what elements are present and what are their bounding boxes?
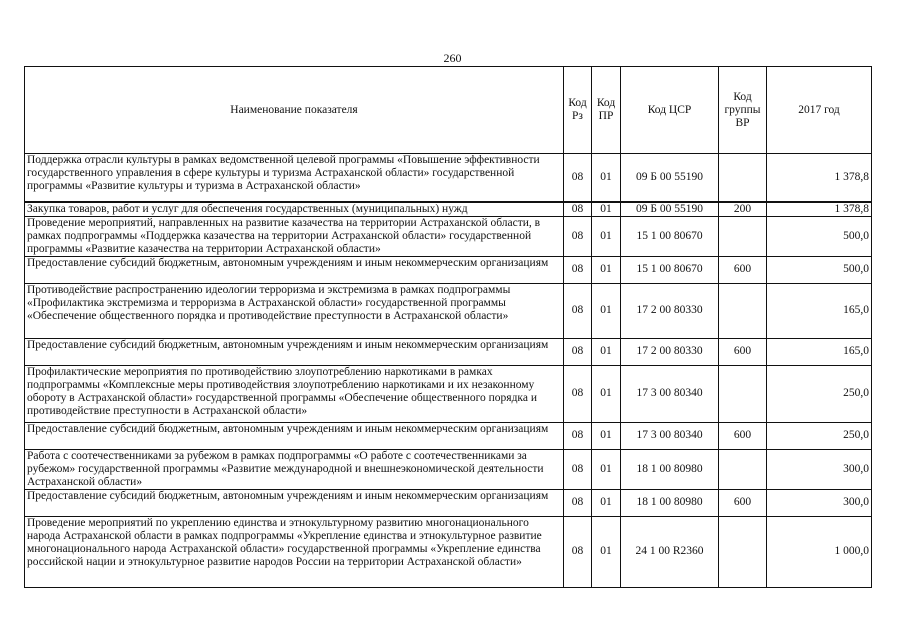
row-csr: 17 2 00 80330	[621, 338, 719, 365]
row-name: Предоставление субсидий бюджетным, автономным учреждениям и иным некоммерческим организациям	[25, 256, 564, 283]
row-name: Поддержка отрасли культуры в рамках ведомственной целевой программы «Повышение эффективности государственного управления в сфере культуры и туризма Астраханской области» государственной программы «Развитие культуры и туризма в Астраханской области»	[25, 154, 564, 202]
row-vr	[719, 516, 767, 587]
row-name: Проведение мероприятий по укреплению единства и этнокультурному развитию многонационального народа Астраханской области в рамках подпрограммы «Укрепление единства и этнокультурное развитие многонационального народа Астраханской области» государственной программы «Укрепление единства российской нации и этнокультурное развитие народов России на территории Астраханской области»	[25, 516, 564, 587]
row-pr: 01	[592, 283, 621, 338]
table-header-row	[25, 67, 872, 154]
table-row	[25, 338, 872, 365]
row-vr: 200	[719, 202, 767, 217]
row-amount: 500,0	[767, 256, 872, 283]
table-row	[25, 202, 872, 217]
row-vr	[719, 365, 767, 422]
row-rz: 08	[564, 365, 592, 422]
row-pr: 01	[592, 216, 621, 256]
header-year: 2017 год	[767, 67, 872, 154]
row-csr: 09 Б 00 55190	[621, 154, 719, 202]
row-vr: 600	[719, 256, 767, 283]
header-csr: Код ЦСР	[621, 67, 719, 154]
row-pr: 01	[592, 256, 621, 283]
row-rz: 08	[564, 516, 592, 587]
row-csr: 15 1 00 80670	[621, 216, 719, 256]
row-pr: 01	[592, 516, 621, 587]
header-pr: Код ПР	[592, 67, 621, 154]
row-csr: 17 2 00 80330	[621, 283, 719, 338]
row-rz: 08	[564, 154, 592, 202]
row-name: Противодействие распространению идеологии терроризма и экстремизма в рамках подпрограммы «Профилактика экстремизма и терроризма в Астраханской области» государственной программы «Обеспечение общественного порядка и противодействие преступности в Астраханской области»	[25, 283, 564, 338]
row-rz: 08	[564, 202, 592, 217]
row-rz: 08	[564, 338, 592, 365]
row-rz: 08	[564, 489, 592, 516]
row-pr: 01	[592, 154, 621, 202]
row-rz: 08	[564, 216, 592, 256]
header-name: Наименование показателя	[25, 67, 564, 154]
row-vr: 600	[719, 338, 767, 365]
row-vr: 600	[719, 422, 767, 449]
budget-table	[24, 66, 872, 588]
row-pr: 01	[592, 202, 621, 217]
row-rz: 08	[564, 422, 592, 449]
row-amount: 165,0	[767, 283, 872, 338]
table-row	[25, 449, 872, 489]
row-amount: 500,0	[767, 216, 872, 256]
row-vr	[719, 283, 767, 338]
row-vr	[719, 449, 767, 489]
row-pr: 01	[592, 422, 621, 449]
row-amount: 1 000,0	[767, 516, 872, 587]
row-name: Проведение мероприятий, направленных на развитие казачества на территории Астраханской области, в рамках подпрограммы «Поддержка казачества на территории Астраханской области» государственной программы «Развитие казачества на территории Астраханской области»	[25, 216, 564, 256]
table-row	[25, 216, 872, 256]
row-vr	[719, 154, 767, 202]
row-pr: 01	[592, 338, 621, 365]
row-pr: 01	[592, 489, 621, 516]
row-name: Закупка товаров, работ и услуг для обеспечения государственных (муниципальных) нужд	[25, 202, 564, 217]
table-row	[25, 365, 872, 422]
row-rz: 08	[564, 283, 592, 338]
row-amount: 250,0	[767, 365, 872, 422]
table-row	[25, 256, 872, 283]
table-row	[25, 422, 872, 449]
row-csr: 24 1 00 R2360	[621, 516, 719, 587]
row-pr: 01	[592, 449, 621, 489]
header-vr: Код группы ВР	[719, 67, 767, 154]
row-csr: 09 Б 00 55190	[621, 202, 719, 217]
row-amount: 1 378,8	[767, 202, 872, 217]
header-rz: Код Рз	[564, 67, 592, 154]
row-amount: 165,0	[767, 338, 872, 365]
row-amount: 300,0	[767, 489, 872, 516]
row-amount: 300,0	[767, 449, 872, 489]
table-row	[25, 154, 872, 202]
row-rz: 08	[564, 256, 592, 283]
row-name: Предоставление субсидий бюджетным, автономным учреждениям и иным некоммерческим организациям	[25, 422, 564, 449]
table-row	[25, 489, 872, 516]
row-amount: 250,0	[767, 422, 872, 449]
row-csr: 18 1 00 80980	[621, 449, 719, 489]
table-row	[25, 516, 872, 587]
row-csr: 18 1 00 80980	[621, 489, 719, 516]
row-csr: 15 1 00 80670	[621, 256, 719, 283]
row-csr: 17 3 00 80340	[621, 422, 719, 449]
row-name: Работа с соотечественниками за рубежом в рамках подпрограммы «О работе с соотечественниками за рубежом» государственной программы «Развитие международной и внешнеэкономической деятельности Астраханской области»	[25, 449, 564, 489]
row-amount: 1 378,8	[767, 154, 872, 202]
row-pr: 01	[592, 365, 621, 422]
page-number: 260	[443, 51, 462, 65]
row-csr: 17 3 00 80340	[621, 365, 719, 422]
row-rz: 08	[564, 449, 592, 489]
table-row	[25, 283, 872, 338]
row-name: Профилактические мероприятия по противодействию злоупотреблению наркотиками в рамках подпрограммы «Комплексные меры противодействия злоупотреблению наркотиками и их незаконному обороту в Астраханской области» государственной программы «Обеспечение общественного порядка и противодействие преступности в Астраханской области»	[25, 365, 564, 422]
row-vr: 600	[719, 489, 767, 516]
row-vr	[719, 216, 767, 256]
row-name: Предоставление субсидий бюджетным, автономным учреждениям и иным некоммерческим организациям	[25, 338, 564, 365]
row-name: Предоставление субсидий бюджетным, автономным учреждениям и иным некоммерческим организациям	[25, 489, 564, 516]
